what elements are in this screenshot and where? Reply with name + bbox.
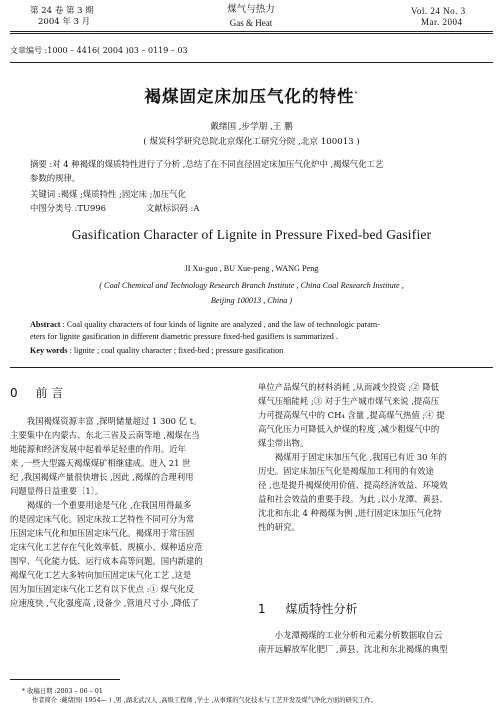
section-0-title: 前 言 bbox=[35, 386, 64, 400]
title-footnote-mark: * bbox=[354, 90, 359, 98]
body-line: 褐煤用于固定床加压气化 ,我国已有近 30 年的 bbox=[274, 452, 447, 462]
body-line: 益和社会效益的重要手段。为此 ,以小龙潭、黄县、 bbox=[258, 494, 448, 504]
section-1-heading bbox=[258, 600, 357, 617]
abstract-en-line bbox=[30, 319, 480, 331]
authors-en: JI Xu-guo , BU Xue-peng , WANG Peng bbox=[184, 264, 319, 273]
section-1-title: 煤质特性分析 bbox=[285, 602, 358, 616]
footnote-rule bbox=[10, 679, 120, 680]
body-line: 褐煤气化工艺大多转向加压固定床气化工艺 ,这是 bbox=[10, 570, 192, 580]
authors-cn: 戴绪国 ,步学朋 ,王 鹏 bbox=[210, 122, 293, 132]
footnote-mark: * bbox=[22, 688, 26, 695]
abstract-en-text: : Coal quality characters of four kinds of lignite are analyzed , and the law of technologic param- bbox=[60, 320, 380, 329]
abstract-en bbox=[30, 319, 480, 357]
body-line: 我国褐煤资源丰富 ,探明储量超过 1 300 亿 t。 bbox=[26, 416, 202, 426]
article-rule bbox=[10, 62, 493, 63]
body-line: 应速度快 ,气化强度高 ,设备少 ,管道尺寸小 ,降低了 bbox=[10, 598, 199, 608]
footnote-received-text: 收稿日期 :2003 – 06 – 01 bbox=[27, 688, 103, 695]
body-line: 来 ,一些大型露天褐煤煤矿相继建成。进入 21 世 bbox=[10, 458, 191, 468]
body-line: 煤尘带出物。 bbox=[258, 438, 309, 448]
abstract-cn-line: 摘要 :对 4 种褐煤的煤质特性进行了分析 ,总结了在不同直径固定床加压气化炉中 ,褐煤气化工艺 bbox=[30, 159, 384, 169]
body-line: 力可提高煤气中的 CH₄ 含量 ,提高煤气热值 ;④ 提 bbox=[258, 410, 445, 420]
keywords-cn: 关键词 :褐煤 ;煤质特性 ;固定床 ;加压气化 bbox=[30, 189, 186, 199]
header-journal-cn: 煤气与热力 bbox=[227, 4, 275, 15]
title-cn bbox=[0, 83, 503, 107]
body-line: 定床气化工艺存在气化效率低、规模小、煤种适应范 bbox=[10, 542, 203, 552]
article-number: 文章编号 :1000 – 4416( 2004 )03 – 0119 – 03 bbox=[10, 46, 188, 55]
header-volume-cn: 第 24 卷 第 3 期 bbox=[30, 6, 94, 16]
body-line: 高气化压力可降低入炉煤的粒度 ,减少粗煤气中的 bbox=[258, 424, 440, 434]
header-date-cn: 2004 年 3 月 bbox=[38, 17, 91, 27]
abstract-en-label: Abstract bbox=[30, 320, 61, 329]
section-0-heading bbox=[10, 384, 63, 401]
title-en: Gasification Character of Lignite in Pressure Fixed-bed Gasifier bbox=[71, 227, 432, 242]
body-line: 南开远解放军化肥厂 ,黄县、沈北和东北褐煤的典型 bbox=[258, 644, 448, 654]
body-line: 历史。固定床加压气化是褐煤加工利用的有效途 bbox=[258, 466, 434, 476]
affiliation-en-line2: Beijing 100013 , China ) bbox=[210, 296, 293, 305]
right-column-top bbox=[258, 380, 493, 534]
body-line: 主要集中在内蒙古、东北三省及云南等地 ,褐煤在当 bbox=[10, 430, 200, 440]
body-line: 单位产品煤气的材料消耗 ,从而减少投资 ;② 降低 bbox=[258, 382, 439, 392]
body-line: 因为加压固定床气化工艺有以下优点 :① 煤气化反 bbox=[10, 584, 195, 594]
keywords-en bbox=[30, 345, 480, 357]
body-line: 围窄、气化能力低、运行成本高等问题。国内新建的 bbox=[10, 556, 203, 566]
keywords-en-label: Key words bbox=[30, 346, 68, 355]
left-column bbox=[10, 414, 244, 610]
header-volume-en: Vol. 24 No. 3 bbox=[411, 6, 466, 16]
section-0-number: 0 bbox=[10, 386, 18, 400]
abstract-cn-line: 参数的规律。 bbox=[30, 173, 81, 183]
header-journal-en: Gas & Heat bbox=[229, 18, 273, 28]
body-line: 煤气压缩能耗 ;③ 对于生产城市煤气来说 ,提高压 bbox=[258, 396, 439, 406]
affiliation-en-line1: ( Coal Chemical and Technology Research Branch Institute , China Coal Research Institute , bbox=[99, 281, 404, 290]
abstract-rule bbox=[10, 367, 493, 368]
footnote-author: 作者简介 :戴绪国( 1954— ) ,男 ,湖北武汉人 ,高级工程师 ,学士 ,从事煤的气化技术与工艺开发及煤气净化方面的研究工作。 bbox=[32, 697, 378, 704]
right-column-bottom bbox=[258, 628, 493, 656]
section-1-number: 1 bbox=[258, 602, 266, 616]
body-line: 径 ,也是提升褐煤使用价值、提高经济效益、环境效 bbox=[258, 480, 448, 490]
header-rule-thin bbox=[10, 33, 493, 34]
body-line: 褐煤的一个重要用途是气化 ,在我国用得最多 bbox=[26, 500, 192, 510]
body-line: 纪 ,我国褐煤产量很快增长 ,因此 ,褐煤的合理利用 bbox=[10, 472, 194, 482]
classification-number: 中图分类号 :TU996 bbox=[30, 203, 106, 213]
header-rule bbox=[10, 31, 493, 32]
keywords-en-text: : lignite ; coal quality character ; fixed-bed ; pressure gasification bbox=[67, 346, 284, 355]
body-line: 小龙潭褐煤的工业分析和元素分析数据取自云 bbox=[274, 630, 443, 640]
document-code: 文献标识码 :A bbox=[146, 203, 200, 213]
affiliation-cn: ( 煤炭科学研究总院北京煤化工研究分院 ,北京 100013 ) bbox=[143, 137, 360, 147]
body-line: 性的研究。 bbox=[258, 522, 300, 532]
body-line: 地能源和经济发展中起着举足轻重的作用。近年 bbox=[10, 444, 186, 454]
abstract-cn bbox=[30, 157, 480, 185]
body-line: 沈北和东北 4 种褐煤为例 ,进行固定床加压气化特 bbox=[258, 508, 442, 518]
body-line: 压固定床气化和加压固定床气化。褐煤用于常压固 bbox=[10, 528, 195, 538]
body-line: 的是固定床气化。固定床按工艺特性不同可分为常 bbox=[10, 514, 195, 524]
abstract-en-line: eters for lignite gasification in different diametric pressure fixed-bed gasifiers is summarized . bbox=[30, 332, 338, 341]
body-line: 问题显得日益重要〔1〕。 bbox=[10, 486, 104, 496]
header-date-en: Mar. 2004 bbox=[421, 17, 463, 27]
footnote-received bbox=[22, 687, 103, 696]
title-cn-text: 褐煤固定床加压气化的特性 bbox=[144, 87, 355, 106]
